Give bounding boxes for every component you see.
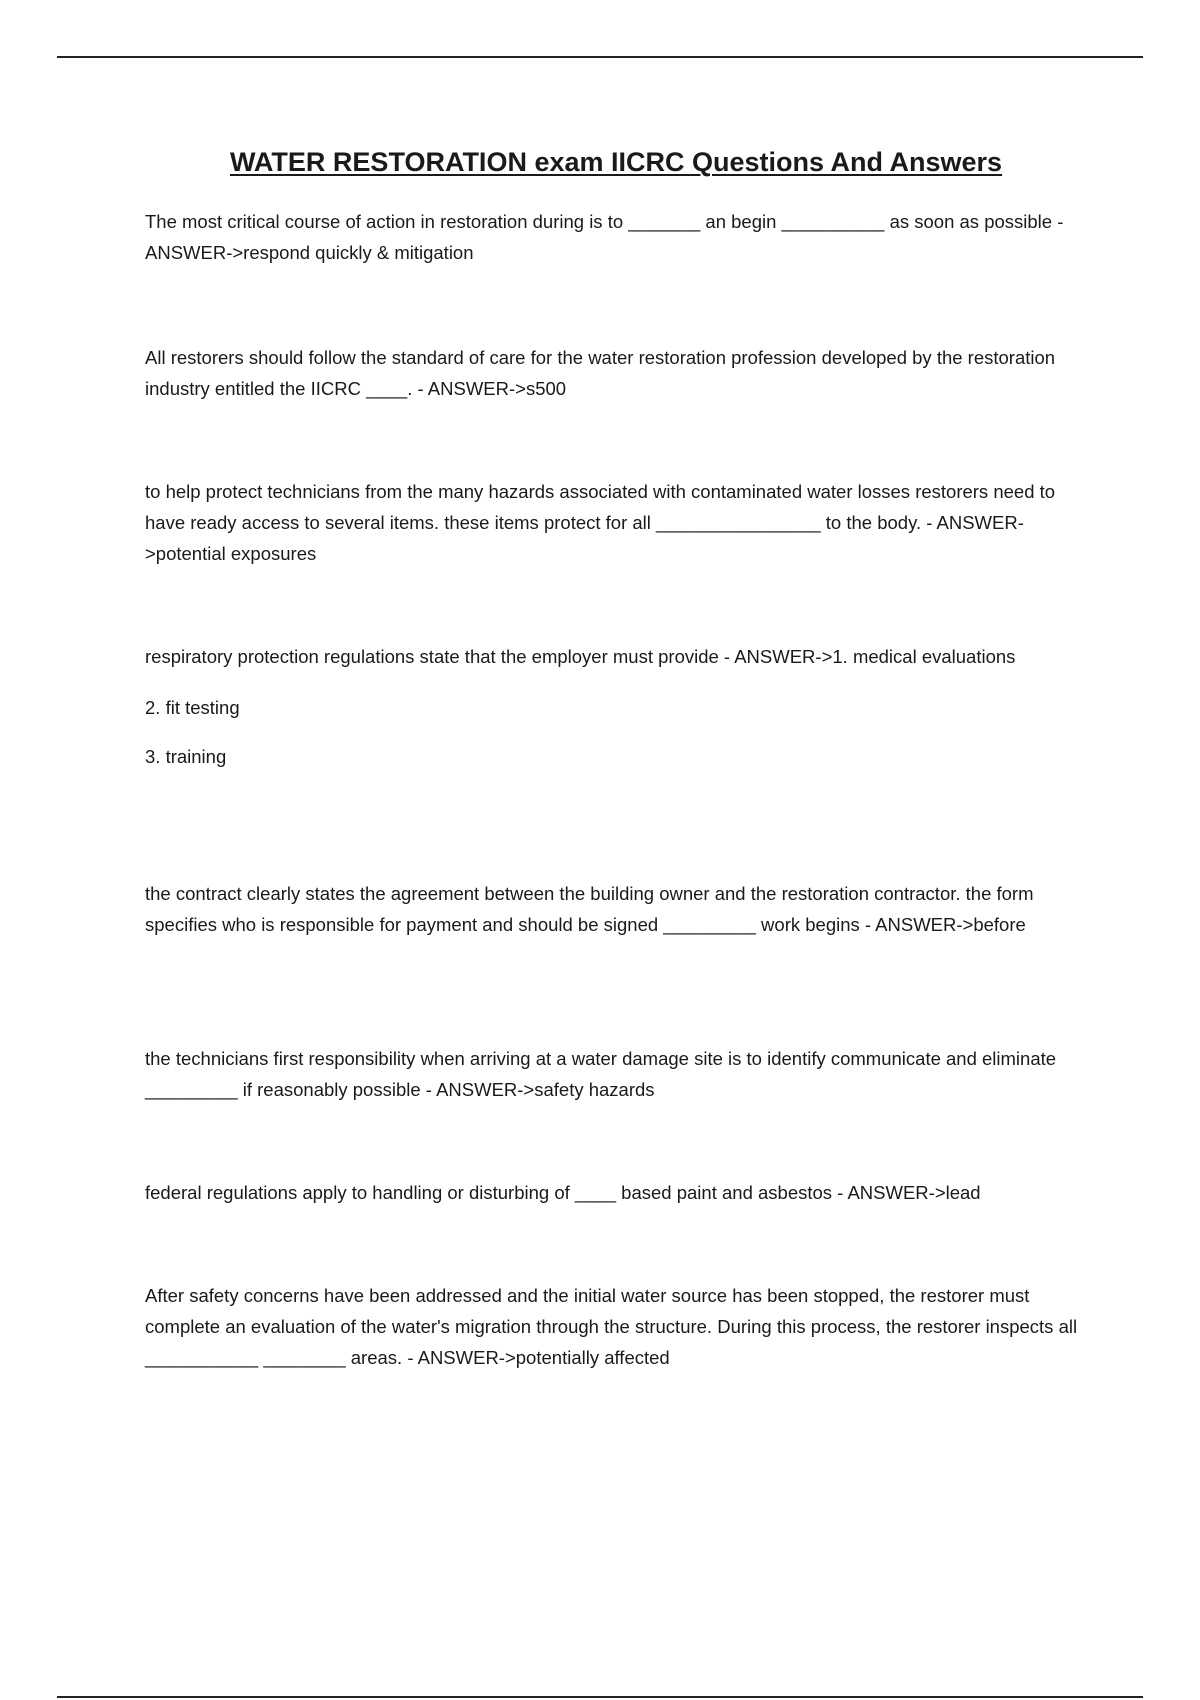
qa-item-8 — [145, 1280, 1090, 1373]
qa-item-1 — [145, 206, 1090, 268]
qa-text: federal regulations apply to handling or disturbing of ____ based paint and asbestos - ANSWER->lead — [145, 1182, 981, 1203]
qa-text: the contract clearly states the agreement between the building owner and the restoration contractor. the form specifies who is responsible for payment and should be signed _________ work begins - ANSWER->before — [145, 883, 1034, 935]
qa-list-line: 2. fit testing — [145, 697, 240, 718]
qa-text: to help protect technicians from the many hazards associated with contaminated water losses restorers need to have ready access to several items. these items protect for all ________________ to the body. - ANSWER->potential exposures — [145, 481, 1056, 564]
qa-item-5 — [145, 878, 1090, 940]
qa-item-7 — [145, 1177, 1090, 1208]
qa-text: the technicians first responsibility when arriving at a water damage site is to identify communicate and eliminate _________ if reasonably possible - ANSWER->safety hazards — [145, 1048, 1057, 1100]
qa-item-2 — [145, 342, 1090, 404]
footer-rule — [57, 1696, 1143, 1698]
qa-text: After safety concerns have been addressed and the initial water source has been stopped, the restorer must complete an evaluation of the water's migration through the structure. During this process, the restorer inspects all ___________ ________ areas. - ANSWER->potentially affected — [145, 1285, 1078, 1368]
qa-text: All restorers should follow the standard of care for the water restoration profession developed by the restoration industry entitled the IICRC ____. - ANSWER->s500 — [145, 347, 1056, 399]
header-rule — [57, 56, 1143, 58]
qa-text: The most critical course of action in restoration during is to _______ an begin __________ as soon as possible - ANSWER->respond quickly & mitigation — [145, 211, 1064, 263]
qa-text: respiratory protection regulations state that the employer must provide - ANSWER->1. medical evaluations — [145, 646, 1016, 667]
qa-item-3 — [145, 476, 1090, 569]
qa-list-line: 3. training — [145, 746, 227, 767]
qa-item-4 — [145, 641, 1090, 772]
document-title: WATER RESTORATION exam IICRC Questions And Answers — [229, 147, 1003, 177]
qa-item-6 — [145, 1043, 1090, 1105]
